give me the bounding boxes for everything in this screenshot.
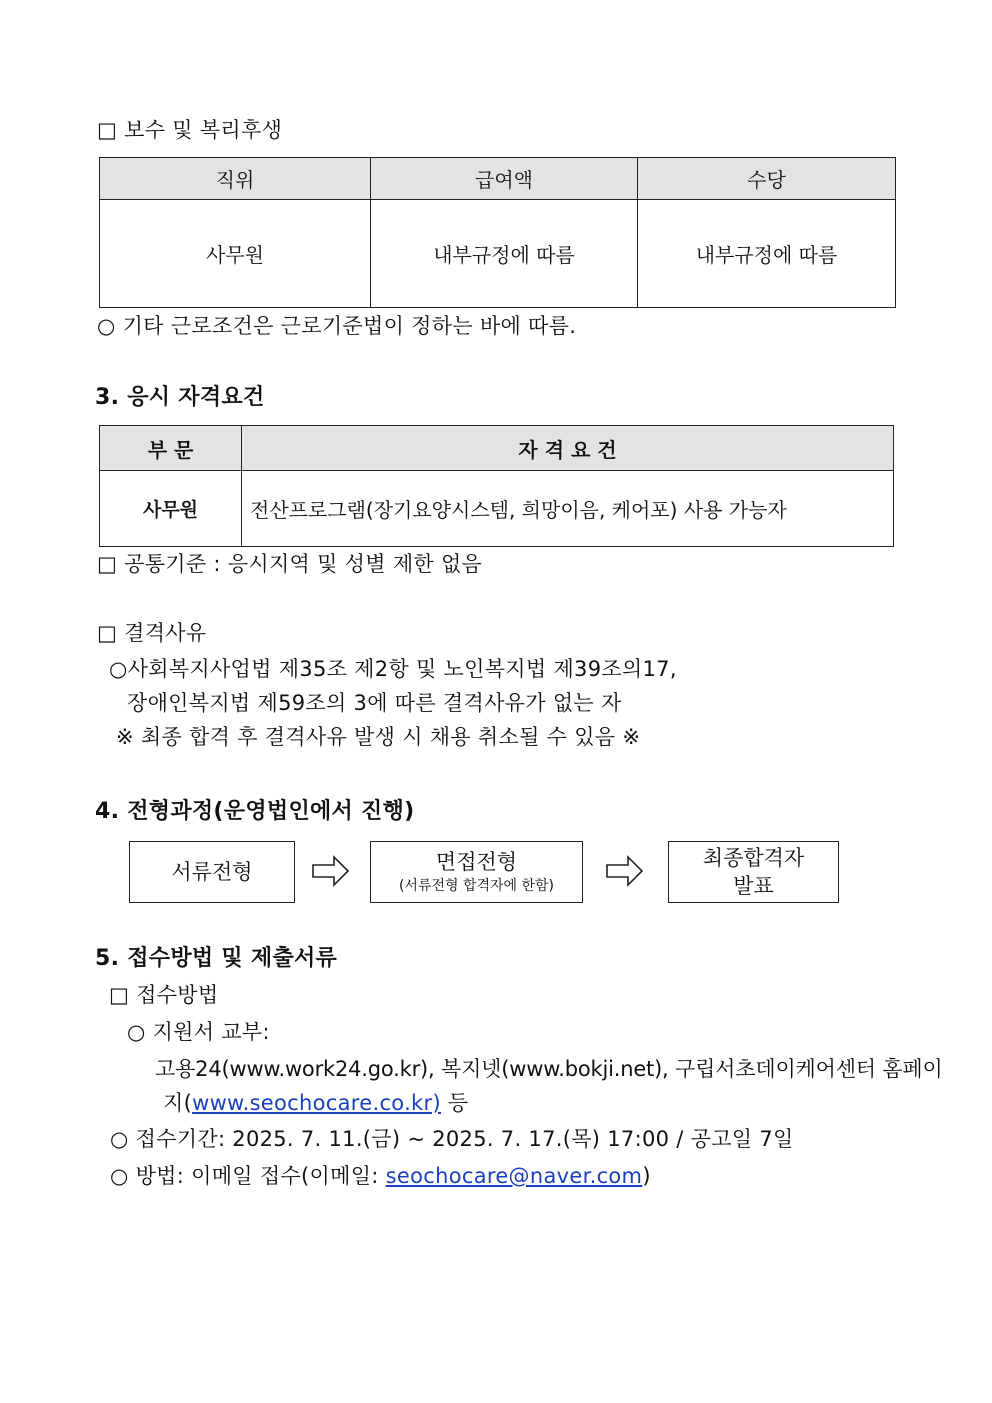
process-step-interview-label: 면접전형	[435, 850, 518, 875]
pay-table-header-row	[100, 158, 896, 200]
disqualification-heading: □ 결격사유	[97, 621, 207, 645]
pay-header-position: 직위	[100, 158, 371, 200]
process-title: 4. 전형과정(운영법인에서 진행)	[95, 799, 415, 824]
application-method	[110, 1160, 651, 1190]
disqualification-note: ※ 최종 합격 후 결격사유 발생 시 채용 취소될 수 있음 ※	[116, 725, 641, 749]
qualification-header-dept: 부 문	[100, 426, 242, 471]
process-step-final-line-2: 발표	[733, 874, 774, 898]
email-link[interactable]: seochocare@naver.com	[385, 1164, 643, 1188]
application-form-line-2-prefix: 지(	[163, 1091, 193, 1115]
application-form-label: ○ 지원서 교부:	[127, 1020, 270, 1044]
process-step-document	[129, 841, 295, 903]
process-step-interview	[370, 841, 583, 903]
application-method-heading: □ 접수방법	[109, 983, 219, 1007]
process-step-document-label: 서류전형	[171, 859, 253, 884]
application-form-line-2-suffix: 등	[440, 1091, 469, 1115]
application-method-suffix: )	[642, 1164, 651, 1188]
qualification-header-req: 자 격 요 건	[242, 426, 894, 471]
qualification-row	[100, 471, 894, 547]
qualification-header-row	[100, 426, 894, 471]
pay-header-salary: 급여액	[371, 158, 638, 200]
application-form-line-2	[163, 1087, 469, 1117]
application-title: 5. 접수방법 및 제출서류	[95, 946, 338, 971]
process-step-final-line-1: 최종합격자	[702, 845, 805, 870]
pay-table-row	[100, 200, 896, 308]
pay-heading: □ 보수 및 복리후생	[97, 118, 283, 142]
homepage-link[interactable]: www.seochocare.co.kr)	[192, 1091, 441, 1115]
qualification-table	[99, 425, 894, 547]
pay-header-allowance: 수당	[638, 158, 896, 200]
arrow-right-icon	[606, 855, 644, 887]
application-period: ○ 접수기간: 2025. 7. 11.(금) ~ 2025. 7. 17.(목) 17:00 / 공고일 7일	[110, 1127, 794, 1151]
process-step-interview-sub: (서류전형 합격자에 한함)	[398, 877, 555, 894]
qualification-cell-req: 전산프로그램(장기요양시스템, 희망이음, 케어포) 사용 가능자	[242, 471, 894, 547]
qualification-cell-dept: 사무원	[100, 471, 242, 547]
disqualification-line-1: ○사회복지사업법 제35조 제2항 및 노인복지법 제39조의17,	[109, 657, 677, 681]
pay-cell-salary: 내부규정에 따름	[371, 200, 638, 308]
disqualification-line-2: 장애인복지법 제59조의 3에 따른 결격사유가 없는 자	[127, 691, 622, 715]
qualification-title: 3. 응시 자격요건	[95, 385, 265, 410]
application-method-prefix: ○ 방법: 이메일 접수(이메일:	[110, 1164, 386, 1188]
process-step-final	[668, 841, 839, 903]
common-criteria: □ 공통기준 : 응시지역 및 성별 제한 없음	[97, 552, 483, 576]
pay-table	[99, 157, 896, 308]
arrow-right-icon	[312, 855, 350, 887]
pay-cell-position: 사무원	[100, 200, 371, 308]
pay-note: ○ 기타 근로조건은 근로기준법이 정하는 바에 따름.	[97, 314, 577, 338]
application-form-line-1: 고용24(www.work24.go.kr), 복지넷(www.bokji.net), 구립서초데이케어센터 홈페이	[155, 1057, 943, 1081]
pay-cell-allowance: 내부규정에 따름	[638, 200, 896, 308]
